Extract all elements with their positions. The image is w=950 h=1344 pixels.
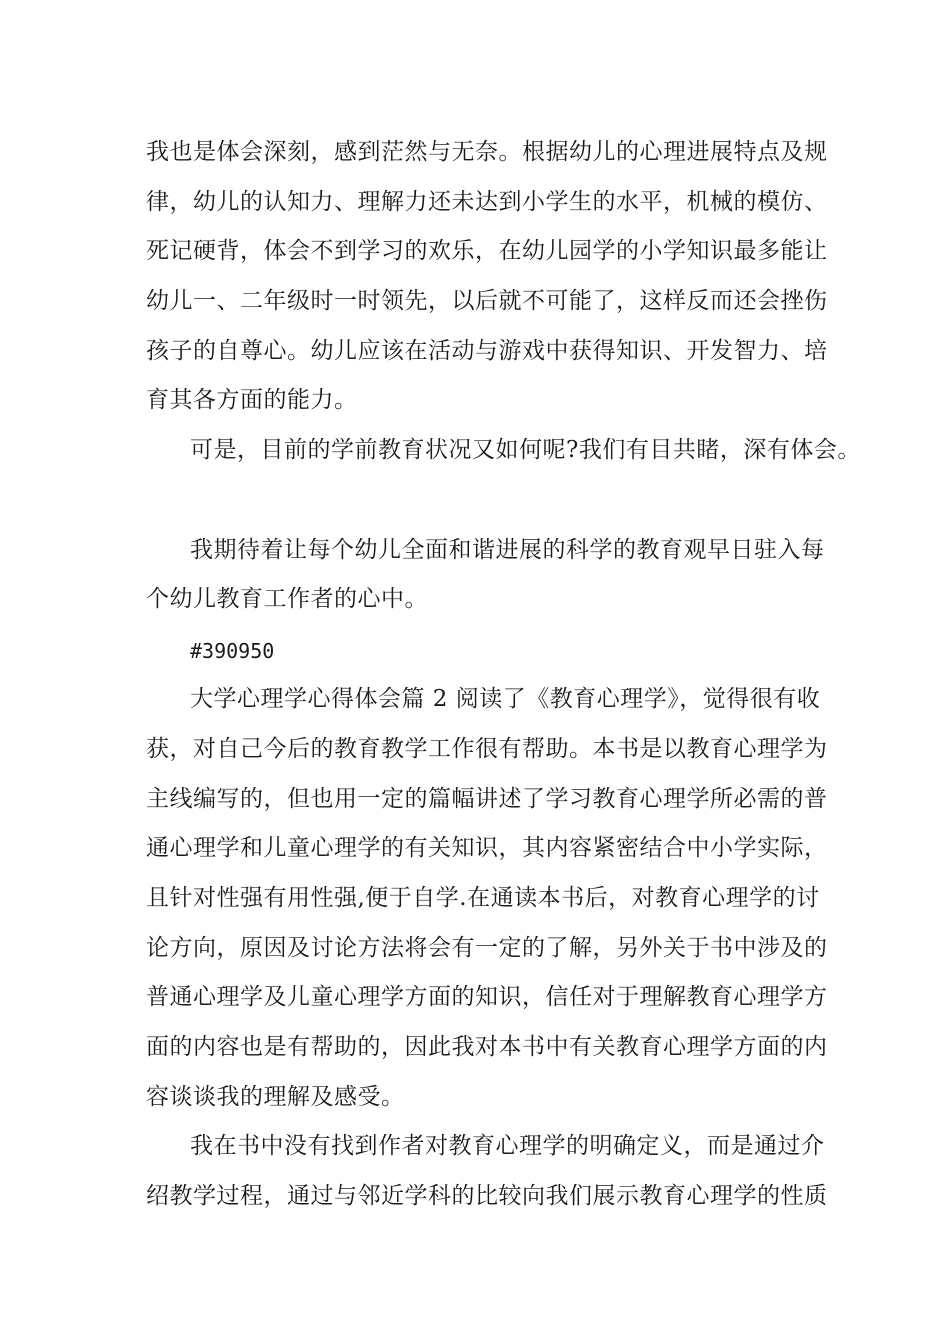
text-line: 面的内容也是有帮助的，因此我对本书中有关教育心理学方面的内	[146, 1034, 828, 1060]
text-line: 个幼儿教育工作者的心中。	[146, 586, 428, 612]
text-line: 通心理学和儿童心理学的有关知识，其内容紧密结合中小学实际，	[146, 835, 828, 861]
text-line: 可是，目前的学前教育状况又如何呢?我们有目共睹，深有体会。	[190, 437, 861, 463]
text-line: 我期待着让每个幼儿全面和谐进展的科学的教育观早日驻入每	[190, 537, 825, 563]
text-line: 我也是体会深刻，感到茫然与无奈。根据幼儿的心理进展特点及规	[146, 139, 828, 165]
text-line: 绍教学过程，通过与邻近学科的比较向我们展示教育心理学的性质	[146, 1183, 828, 1209]
text-line: 我在书中没有找到作者对教育心理学的明确定义，而是通过介	[190, 1133, 825, 1159]
text-line: 论方向，原因及讨论方法将会有一定的了解，另外关于书中涉及的	[146, 935, 828, 961]
text-line: 死记硬背，体会不到学习的欢乐，在幼儿园学的小学知识最多能让	[146, 238, 828, 264]
text-line: 且针对性强有用性强,便于自学.在通读本书后，对教育心理学的讨	[146, 885, 820, 911]
text-line: 主线编写的，但也用一定的篇幅讲述了学习教育心理学所必需的普	[146, 786, 828, 812]
text-line: 大学心理学心得体会篇 2 阅读了《教育心理学》，觉得很有收	[190, 686, 821, 712]
text-line: 孩子的自尊心。幼儿应该在活动与游戏中获得知识、开发智力、培	[146, 338, 828, 364]
text-line: 幼儿一、二年级时一时领先，以后就不可能了，这样反而还会挫伤	[146, 288, 828, 314]
text-line: 普通心理学及儿童心理学方面的知识，信任对于理解教育心理学方	[146, 984, 828, 1010]
text-line: 容谈谈我的理解及感受。	[146, 1084, 405, 1110]
reference-number: #390950	[190, 639, 275, 663]
text-line: 育其各方面的能力。	[146, 387, 358, 413]
text-line: 律，幼儿的认知力、理解力还未达到小学生的水平，机械的模仿、	[146, 189, 828, 215]
text-line: 获，对自己今后的教育教学工作很有帮助。本书是以教育心理学为	[146, 736, 828, 762]
